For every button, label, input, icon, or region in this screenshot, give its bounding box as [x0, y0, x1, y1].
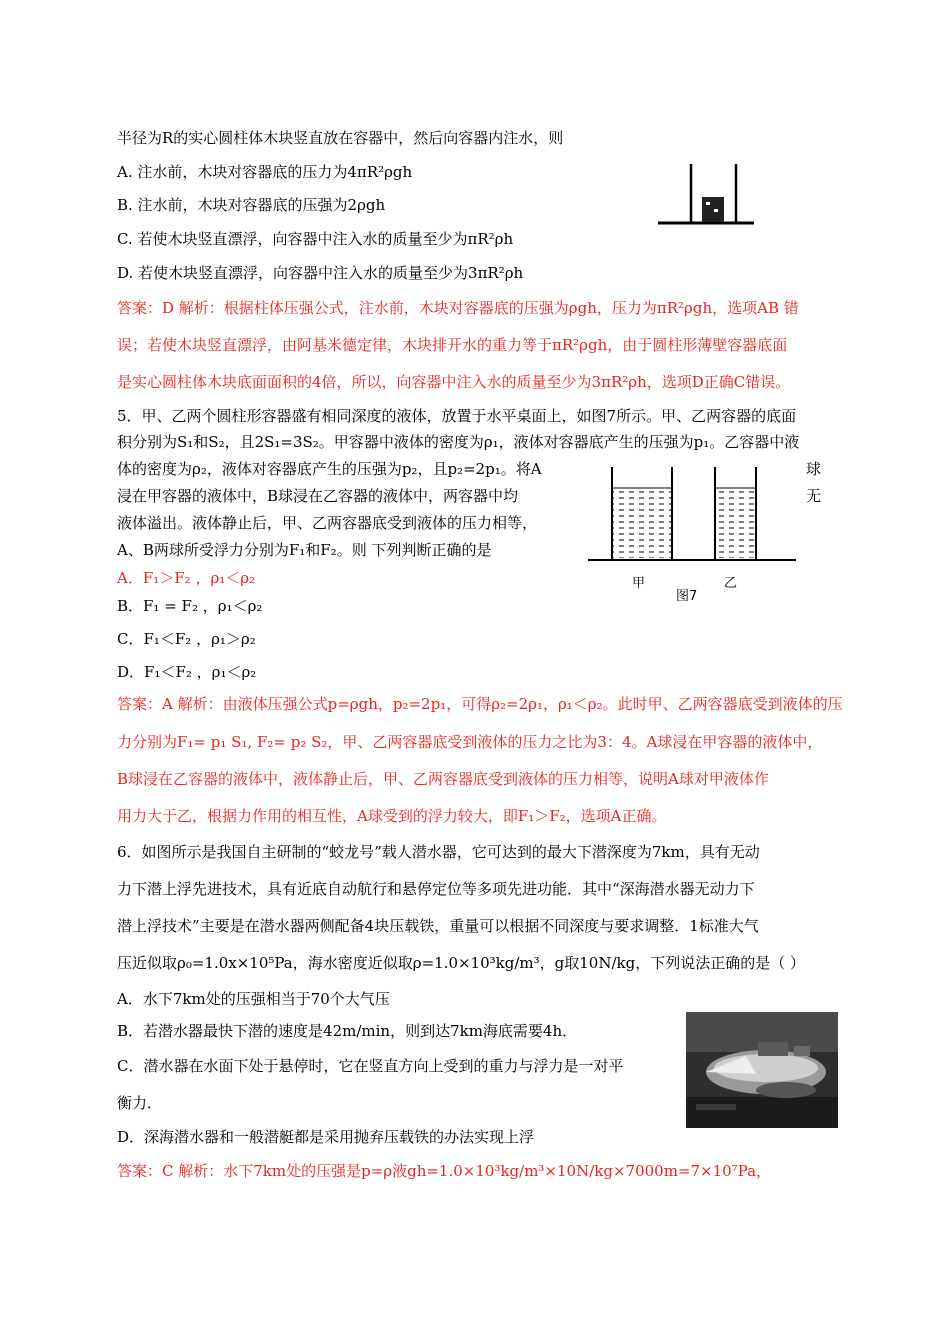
q6-stem-line-4: 压近似取ρ₀=1.0x×10⁵Pa，海水密度近似取ρ=1.0×10³kg/m³，g取10N/kg，下列说法正确的是（ ）	[117, 954, 805, 972]
q4-stem: 半径为R的实心圆柱体木块竖直放在容器中，然后向容器内注水，则	[117, 129, 564, 147]
q5-answer-line-1: 答案：A 解析：由液体压强公式p=ρgh，p₂=2p₁，可得ρ₂=2ρ₁，ρ₁＜ρ₂。此时甲、乙两容器底受到液体的压	[117, 695, 843, 713]
q5-stem-line-6: A、B两球所受浮力分别为F₁和F₂。则 下列判断正确的是	[117, 541, 492, 559]
q5-stem-line-3-end: 球	[806, 460, 822, 478]
q4-answer-line-3: 是实心圆柱体木块底面面积的4倍，所以，向容器中注入水的质量至少为3πR²ρh，选项D正确C错误。	[117, 373, 791, 391]
q4-option-a: A. 注水前，木块对容器底的压力为4πR²ρgh	[117, 163, 413, 181]
q4-option-b: B. 注水前，木块对容器底的压强为2ρgh	[117, 196, 386, 214]
q4-option-c: C. 若使木块竖直漂浮，向容器中注入水的质量至少为πR²ρh	[117, 230, 514, 248]
q5-stem-line-4: 浸在甲容器的液体中，B球浸在乙容器的液体中，两容器中均	[117, 487, 519, 505]
q6-stem-line-1: 6．如图所示是我国自主研制的“蛟龙号”载人潜水器，它可达到的最大下潜深度为7km，具有无动	[117, 843, 760, 861]
q5-option-c: C．F₁＜F₂ ，ρ₁＞ρ₂	[117, 630, 256, 648]
q5-stem-line-3: 体的密度为ρ₂，液体对容器底产生的压强为p₂，且p₂=2p₁。将A	[117, 460, 542, 478]
two-containers-figure	[588, 465, 798, 565]
q4-answer-line-2: 误；若使木块竖直漂浮，由阿基米德定律，木块排开水的重力等于πR²ρgh，由于圆柱形薄壁容器底面	[117, 336, 788, 354]
q5-option-d: D．F₁＜F₂ ，ρ₁＜ρ₂	[117, 663, 257, 681]
q5-option-b: B．F₁ = F₂ ，ρ₁＜ρ₂	[117, 597, 263, 615]
q6-answer-line-1: 答案：C 解析：水下7km处的压强是p=ρ液gh=1.0×10³kg/m³×10N/kg×7000m=7×10⁷Pa，	[117, 1162, 772, 1180]
q5-option-a: A．F₁＞F₂ ，ρ₁＜ρ₂	[117, 569, 256, 587]
q6-option-a: A．水下7km处的压强相当于70个大气压	[117, 990, 390, 1008]
q5-answer-line-2: 力分别为F₁= p₁ S₁, F₂= p₂ S₂，甲、乙两容器底受到液体的压力之比为3：4。A球浸在甲容器的液体中，	[117, 733, 823, 751]
q6-option-b: B．若潜水器最快下潜的速度是42m/min，则到达7km海底需要4h．	[117, 1022, 578, 1040]
figure-label-jia: 甲	[632, 576, 646, 591]
figure-caption: 图7	[676, 589, 698, 604]
q5-stem-line-1: 5．甲、乙两个圆柱形容器盛有相同深度的液体，放置于水平桌面上，如图7所示。甲、乙两容器的底面	[117, 407, 797, 425]
submersible-photo	[686, 1012, 838, 1128]
q5-stem-line-5: 液体溢出。液体静止后，甲、乙两容器底受到液体的压力相等，	[117, 514, 538, 532]
q6-stem-line-3: 潜上浮技术”主要是在潜水器两侧配备4块压载铁，重量可以根据不同深度与要求调整．1标准大气	[117, 917, 759, 935]
q6-option-c-line-1: C．潜水器在水面下处于悬停时，它在竖直方向上受到的重力与浮力是一对平	[117, 1057, 624, 1075]
q4-answer-line-1: 答案：D 解析：根据柱体压强公式，注水前，木块对容器底的压强为ρgh，压力为πR²ρgh，选项AB 错	[117, 299, 799, 317]
q5-stem-line-2: 积分别为S₁和S₂，且2S₁=3S₂。甲容器中液体的密度为ρ₁，液体对容器底产生的压强为p₁。乙容器中液	[117, 433, 800, 451]
q5-answer-line-4: 用力大于乙，根据力作用的相互性，A球受到的浮力较大，即F₁＞F₂，选项A正确。	[117, 807, 667, 825]
q5-answer-line-3: B球浸在乙容器的液体中，液体静止后，甲、乙两容器底受到液体的压力相等，说明A球对甲液体作	[117, 770, 769, 788]
q6-stem-line-2: 力下潜上浮先进技术，具有近底自动航行和悬停定位等多项先进功能．其中“深海潜水器无动力下	[117, 880, 755, 898]
q4-option-d: D. 若使木块竖直漂浮，向容器中注入水的质量至少为3πR²ρh	[117, 264, 524, 282]
q6-option-d: D．深海潜水器和一般潜艇都是采用抛弃压载铁的办法实现上浮	[117, 1128, 535, 1146]
figure-label-yi: 乙	[724, 576, 738, 591]
q6-option-c-line-2: 衡力．	[117, 1094, 163, 1112]
q5-stem-line-4-end: 无	[806, 487, 822, 505]
container-wood-block-figure	[656, 162, 756, 232]
